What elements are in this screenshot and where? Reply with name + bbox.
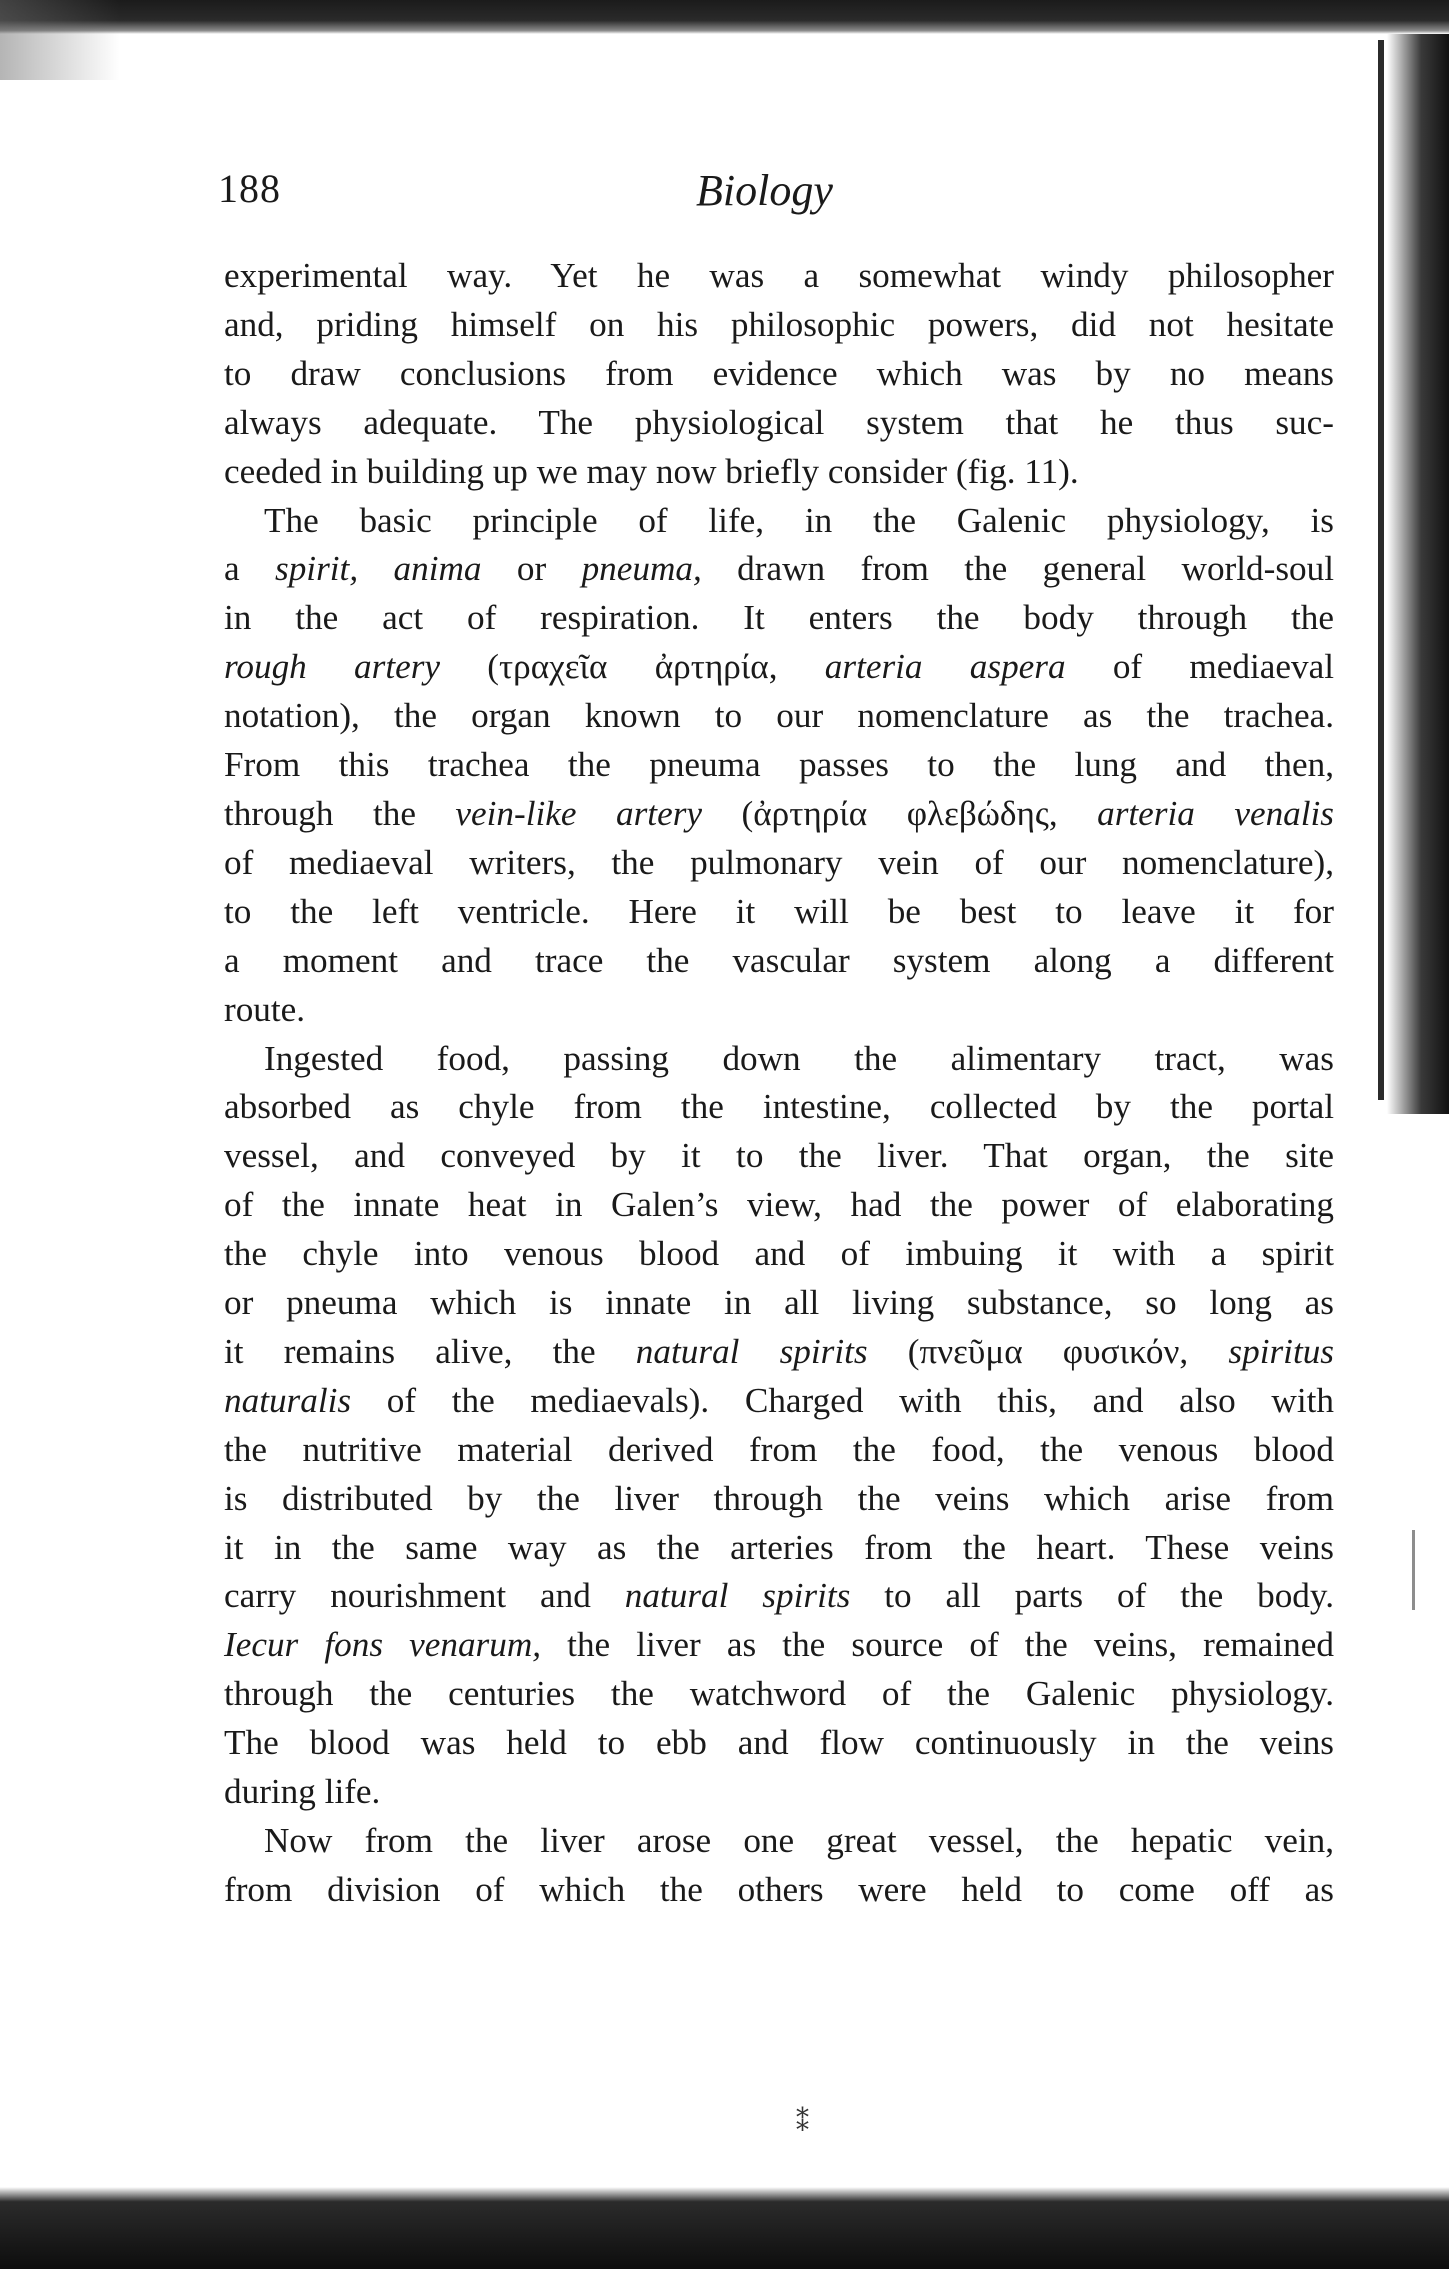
running-head: Biology	[696, 166, 833, 215]
text-line	[224, 1670, 1334, 1719]
text-run: From this trachea the pneuma passes to the lung and then,	[224, 745, 1334, 785]
text-run: route.	[224, 989, 306, 1029]
text-line	[224, 1083, 1334, 1132]
body-text	[224, 252, 1334, 1915]
text-line	[224, 1377, 1334, 1426]
text-line	[224, 1328, 1334, 1377]
italic-term: Iecur fons venarum,	[224, 1625, 542, 1665]
text-run: a	[224, 549, 276, 589]
text-line	[224, 741, 1334, 790]
text-run: The basic principle of life, in the Galenic physiology, is	[264, 500, 1334, 540]
italic-term: spiritus	[1228, 1331, 1335, 1371]
text-line	[224, 594, 1334, 643]
text-line	[224, 692, 1334, 741]
text-line	[224, 1426, 1334, 1475]
text-run: vessel, and conveyed by it to the liver. That organ, the site	[224, 1136, 1334, 1176]
text-run: (πνεῦμα φυσικόν,	[867, 1331, 1229, 1371]
text-line	[224, 399, 1334, 448]
text-run: drawn from the general world-soul	[701, 549, 1335, 589]
text-line	[224, 1866, 1334, 1915]
text-line	[224, 1621, 1334, 1670]
stray-scan-mark	[1412, 1530, 1415, 1610]
text-line	[224, 350, 1334, 399]
text-run: (ἀρτηρία φλεβώδης,	[702, 793, 1098, 833]
italic-term: vein-like artery	[455, 793, 703, 833]
text-run: to draw conclusions from evidence which was by no means	[224, 353, 1334, 393]
text-line	[224, 497, 1334, 546]
text-line	[224, 1524, 1334, 1573]
text-run: Ingested food, passing down the alimentary tract, was	[264, 1038, 1334, 1078]
text-run: of the mediaevals). Charged with this, and also with	[351, 1380, 1334, 1420]
text-line	[224, 937, 1334, 986]
page-edge-shadow	[1378, 40, 1384, 1100]
text-line	[224, 301, 1334, 350]
text-line	[224, 1230, 1334, 1279]
italic-term: pneuma,	[581, 549, 702, 589]
scan-border-bottom	[0, 2187, 1449, 2269]
text-run: of mediaeval	[1065, 647, 1334, 687]
text-run: of the innate heat in Galen’s view, had the power of elaborating	[224, 1185, 1334, 1225]
text-run: from division of which the others were held to come off as	[224, 1869, 1334, 1909]
text-line	[224, 839, 1334, 888]
text-run: the nutritive material derived from the food, the venous blood	[224, 1429, 1334, 1469]
text-run: (τραχεῖα ἀρτηρία,	[440, 647, 825, 687]
text-run: in the act of respiration. It enters the body through the	[224, 598, 1334, 638]
italic-term: natural spirits	[624, 1576, 851, 1616]
page-header	[218, 165, 1338, 225]
text-line	[224, 1475, 1334, 1524]
scan-border-right	[1387, 34, 1449, 1114]
text-run: Now from the liver arose one great vessel, the hepatic vein,	[264, 1821, 1334, 1860]
text-run: absorbed as chyle from the intestine, collected by the portal	[224, 1087, 1334, 1127]
text-line	[224, 1181, 1334, 1230]
italic-term: arteria venalis	[1097, 793, 1335, 833]
text-run: notation), the organ known to our nomenclature as the trachea.	[224, 696, 1334, 736]
printer-mark: ⁑	[796, 2108, 809, 2137]
text-line	[224, 1572, 1334, 1621]
text-run: experimental way. Yet he was a somewhat windy philosopher	[224, 256, 1334, 295]
text-line	[224, 643, 1334, 692]
text-run: through the	[224, 793, 456, 833]
text-run: of mediaeval writers, the pulmonary vein of our nomenclature),	[224, 842, 1334, 882]
text-run: during life.	[224, 1772, 381, 1812]
text-run: and, priding himself on his philosophic powers, did not hesitate	[224, 304, 1334, 344]
text-run: through the centuries the watchword of the Galenic physiology.	[224, 1674, 1334, 1714]
text-run: it in the same way as the arteries from the heart. These veins	[224, 1527, 1334, 1567]
italic-term: arteria aspera	[824, 647, 1066, 687]
text-run: to the left ventricle. Here it will be best to leave it for	[224, 891, 1334, 931]
text-line	[224, 1132, 1334, 1181]
text-run: The blood was held to ebb and flow continuously in the veins	[224, 1723, 1334, 1763]
italic-term: rough artery	[224, 647, 441, 687]
text-run: carry nourishment and	[224, 1576, 625, 1616]
text-line	[224, 448, 1334, 497]
text-line	[224, 1768, 1334, 1817]
text-line	[224, 1719, 1334, 1768]
italic-term: spirit, anima	[275, 549, 482, 589]
text-line	[224, 545, 1334, 594]
text-run: or	[481, 549, 582, 589]
page-number: 188	[218, 166, 281, 211]
text-run: is distributed by the liver through the veins which arise from	[224, 1478, 1334, 1518]
scan-shadow-top-left	[0, 0, 120, 80]
text-line	[224, 1817, 1334, 1866]
text-run: it remains alive, the	[224, 1331, 636, 1371]
text-line	[224, 790, 1334, 839]
text-run: always adequate. The physiological system that he thus suc-	[224, 402, 1334, 442]
text-run: the chyle into venous blood and of imbuing it with a spirit	[224, 1234, 1334, 1274]
text-line	[224, 986, 1334, 1035]
text-line	[224, 1279, 1334, 1328]
scan-border-top	[0, 0, 1449, 34]
italic-term: natural spirits	[635, 1331, 868, 1371]
text-run: the liver as the source of the veins, remained	[541, 1625, 1334, 1665]
text-run: to all parts of the body.	[850, 1576, 1335, 1616]
text-run: or pneuma which is innate in all living substance, so long as	[224, 1283, 1334, 1323]
text-run: a moment and trace the vascular system along a different	[224, 940, 1334, 980]
text-line	[224, 252, 1334, 301]
text-run: ceeded in building up we may now briefly consider (fig. 11).	[224, 451, 1079, 491]
text-line	[224, 888, 1334, 937]
text-line	[224, 1035, 1334, 1084]
italic-term: naturalis	[224, 1380, 352, 1420]
